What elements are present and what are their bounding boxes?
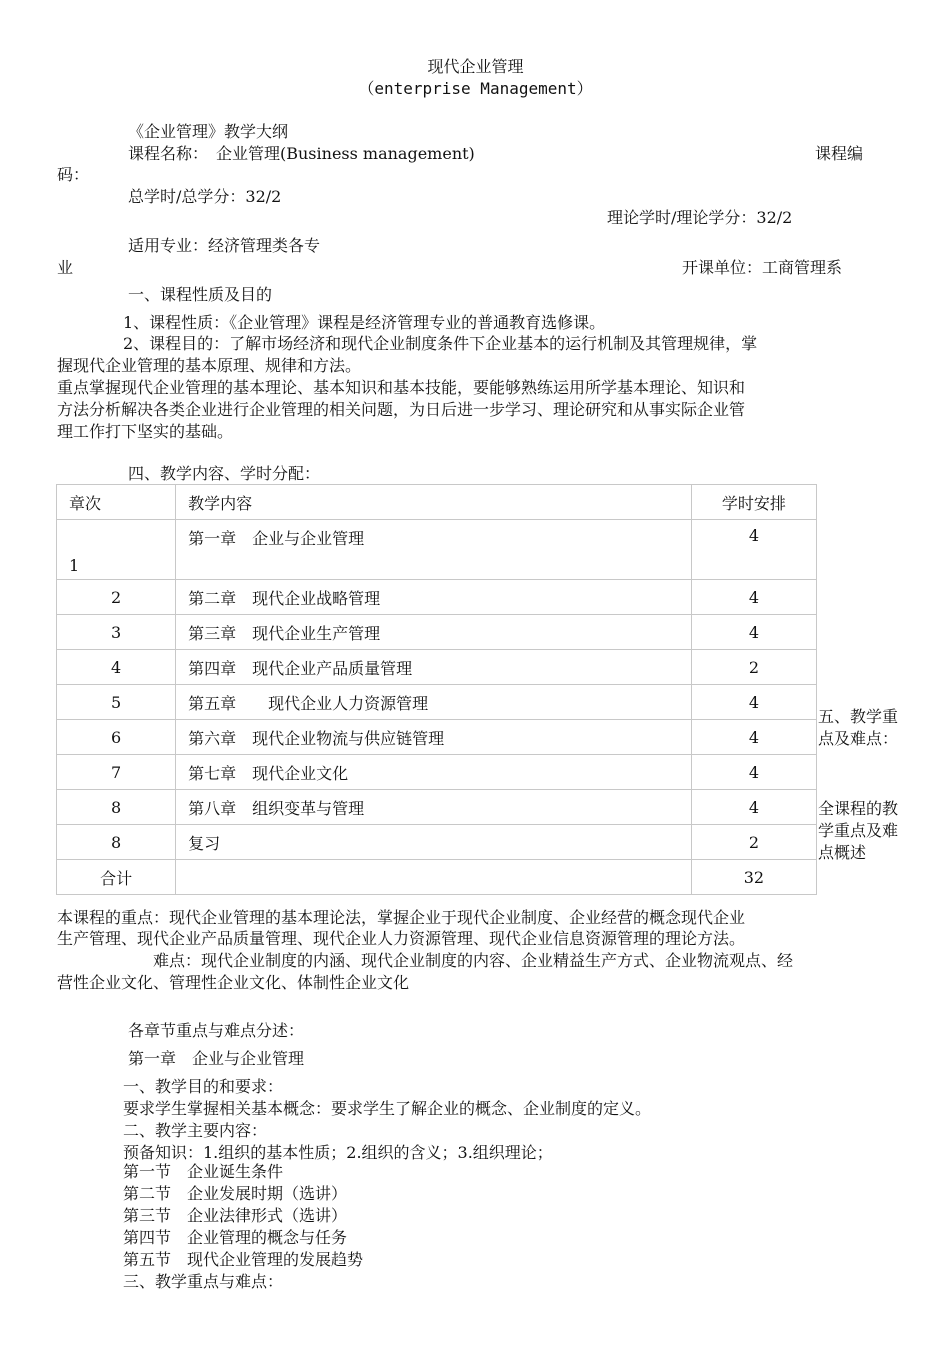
ch1-goal-text: 要求学生掌握相关基本概念：要求学生了解企业的概念、企业制度的定义。 <box>123 1099 652 1118</box>
course-code-label-a: 课程编 <box>815 144 864 163</box>
row-hours: 2 <box>691 650 816 685</box>
chapters-heading: 各章节重点与难点分述： <box>128 1021 305 1040</box>
table-row <box>57 720 817 755</box>
row-hours: 4 <box>691 720 816 755</box>
course-nature: 1、课程性质：《企业管理》课程是经济管理专业的普通教育选修课。 <box>123 313 606 332</box>
key-points-line-2: 生产管理、现代企业产品质量管理、现代企业人力资源管理、现代企业信息资源管理的理论方法。 <box>57 929 746 948</box>
row-hours: 4 <box>691 755 816 790</box>
total-hours: 总学时/总学分：32/2 <box>128 187 282 206</box>
course-code-label-b: 码： <box>57 165 90 184</box>
table-total-row <box>57 860 817 895</box>
document-subtitle: （enterprise Management） <box>358 79 593 98</box>
row-chapter-no: 8 <box>57 825 176 860</box>
row-content: 第七章 现代企业文化 <box>176 755 692 790</box>
row-chapter-no: 4 <box>57 650 176 685</box>
total-label: 合计 <box>57 860 176 895</box>
row-content: 第六章 现代企业物流与供应链管理 <box>176 720 692 755</box>
ch1-section: 第二节 企业发展时期（选讲） <box>123 1184 348 1203</box>
ch1-section: 第一节 企业诞生条件 <box>123 1162 284 1181</box>
table-header-row <box>57 485 817 520</box>
ch1-content-heading: 二、教学主要内容： <box>123 1121 268 1140</box>
row-hours: 4 <box>691 520 816 580</box>
table-row <box>57 650 817 685</box>
header-chapter: 章次 <box>57 485 176 520</box>
section-4-heading: 四、教学内容、学时分配： <box>128 464 321 483</box>
table-row <box>57 685 817 720</box>
table-row <box>57 520 817 580</box>
outline-title: 《企业管理》教学大纲 <box>128 122 289 141</box>
row-chapter-no: 8 <box>57 790 176 825</box>
ch1-section: 第五节 现代企业管理的发展趋势 <box>123 1250 364 1269</box>
difficulties-line-2: 营性企业文化、管理性企业文化、体制性企业文化 <box>57 973 410 992</box>
row-content: 复习 <box>176 825 692 860</box>
row-content: 第一章 企业与企业管理 <box>176 520 692 580</box>
course-name: 课程名称： 企业管理(Business management) <box>128 144 475 163</box>
ch1-section: 第四节 企业管理的概念与任务 <box>123 1228 348 1247</box>
row-chapter-no: 5 <box>57 685 176 720</box>
ch1-goal-heading: 一、教学目的和要求： <box>123 1077 284 1096</box>
ch1-prerequisites: 预备知识：1.组织的基本性质；2.组织的含义；3.组织理论； <box>123 1143 553 1162</box>
row-chapter-no: 7 <box>57 755 176 790</box>
row-hours: 2 <box>691 825 816 860</box>
row-hours: 4 <box>691 615 816 650</box>
emphasis-line-1: 重点掌握现代企业管理的基本理论、基本知识和基本技能，要能够熟练运用所学基本理论、知识和 <box>57 378 746 397</box>
schedule-table <box>56 484 817 895</box>
section-1-heading: 一、课程性质及目的 <box>128 285 273 304</box>
chapter-1-title: 第一章 企业与企业管理 <box>128 1049 305 1068</box>
course-purpose: 2、课程目的：了解市场经济和现代企业制度条件下企业基本的运行机制及其管理规律，掌 <box>123 334 758 353</box>
row-content: 第二章 现代企业战略管理 <box>176 580 692 615</box>
row-hours: 4 <box>691 580 816 615</box>
row-content: 第八章 组织变革与管理 <box>176 790 692 825</box>
row-chapter-no: 6 <box>57 720 176 755</box>
key-points-line-1: 本课程的重点：现代企业管理的基本理论法，掌握企业于现代企业制度、企业经营的概念现代企业 <box>57 908 746 927</box>
applicable-major: 适用专业：经济管理类各专 <box>128 236 321 255</box>
header-hours: 学时安排 <box>691 485 816 520</box>
row-content: 第三章 现代企业生产管理 <box>176 615 692 650</box>
row-chapter-no: 1 <box>57 520 176 580</box>
theory-hours: 理论学时/理论学分：32/2 <box>607 208 793 227</box>
total-hours: 32 <box>691 860 816 895</box>
table-row <box>57 755 817 790</box>
difficulties-line-1: 难点：现代企业制度的内涵、现代企业制度的内容、企业精益生产方式、企业物流观点、经 <box>153 951 794 970</box>
ch1-section: 第三节 企业法律形式（选讲） <box>123 1206 348 1225</box>
row-chapter-no: 2 <box>57 580 176 615</box>
side-note-key-points: 五、教学重点及难点： <box>818 707 899 748</box>
table-row <box>57 825 817 860</box>
document-title: 现代企业管理 <box>427 57 524 76</box>
table-row <box>57 615 817 650</box>
ch1-key-heading: 三、教学重点与难点： <box>123 1272 284 1291</box>
total-empty-cell <box>176 860 692 895</box>
header-content: 教学内容 <box>176 485 692 520</box>
row-hours: 4 <box>691 790 816 825</box>
row-content: 第五章 现代企业人力资源管理 <box>176 685 692 720</box>
emphasis-line-3: 理工作打下坚实的基础。 <box>57 422 234 441</box>
emphasis-line-2: 方法分析解决各类企业进行企业管理的相关问题，为日后进一步学习、理论研究和从事实际企业管 <box>57 400 746 419</box>
applicable-major-cont: 业 <box>57 258 74 277</box>
row-hours: 4 <box>691 685 816 720</box>
course-purpose-cont: 握现代企业管理的基本原理、规律和方法。 <box>57 356 362 375</box>
table-row <box>57 790 817 825</box>
table-row <box>57 580 817 615</box>
row-content: 第四章 现代企业产品质量管理 <box>176 650 692 685</box>
row-chapter-no: 3 <box>57 615 176 650</box>
side-note-overview: 全课程的教学重点及难点概述 <box>818 799 899 862</box>
department: 开课单位：工商管理系 <box>682 258 843 277</box>
